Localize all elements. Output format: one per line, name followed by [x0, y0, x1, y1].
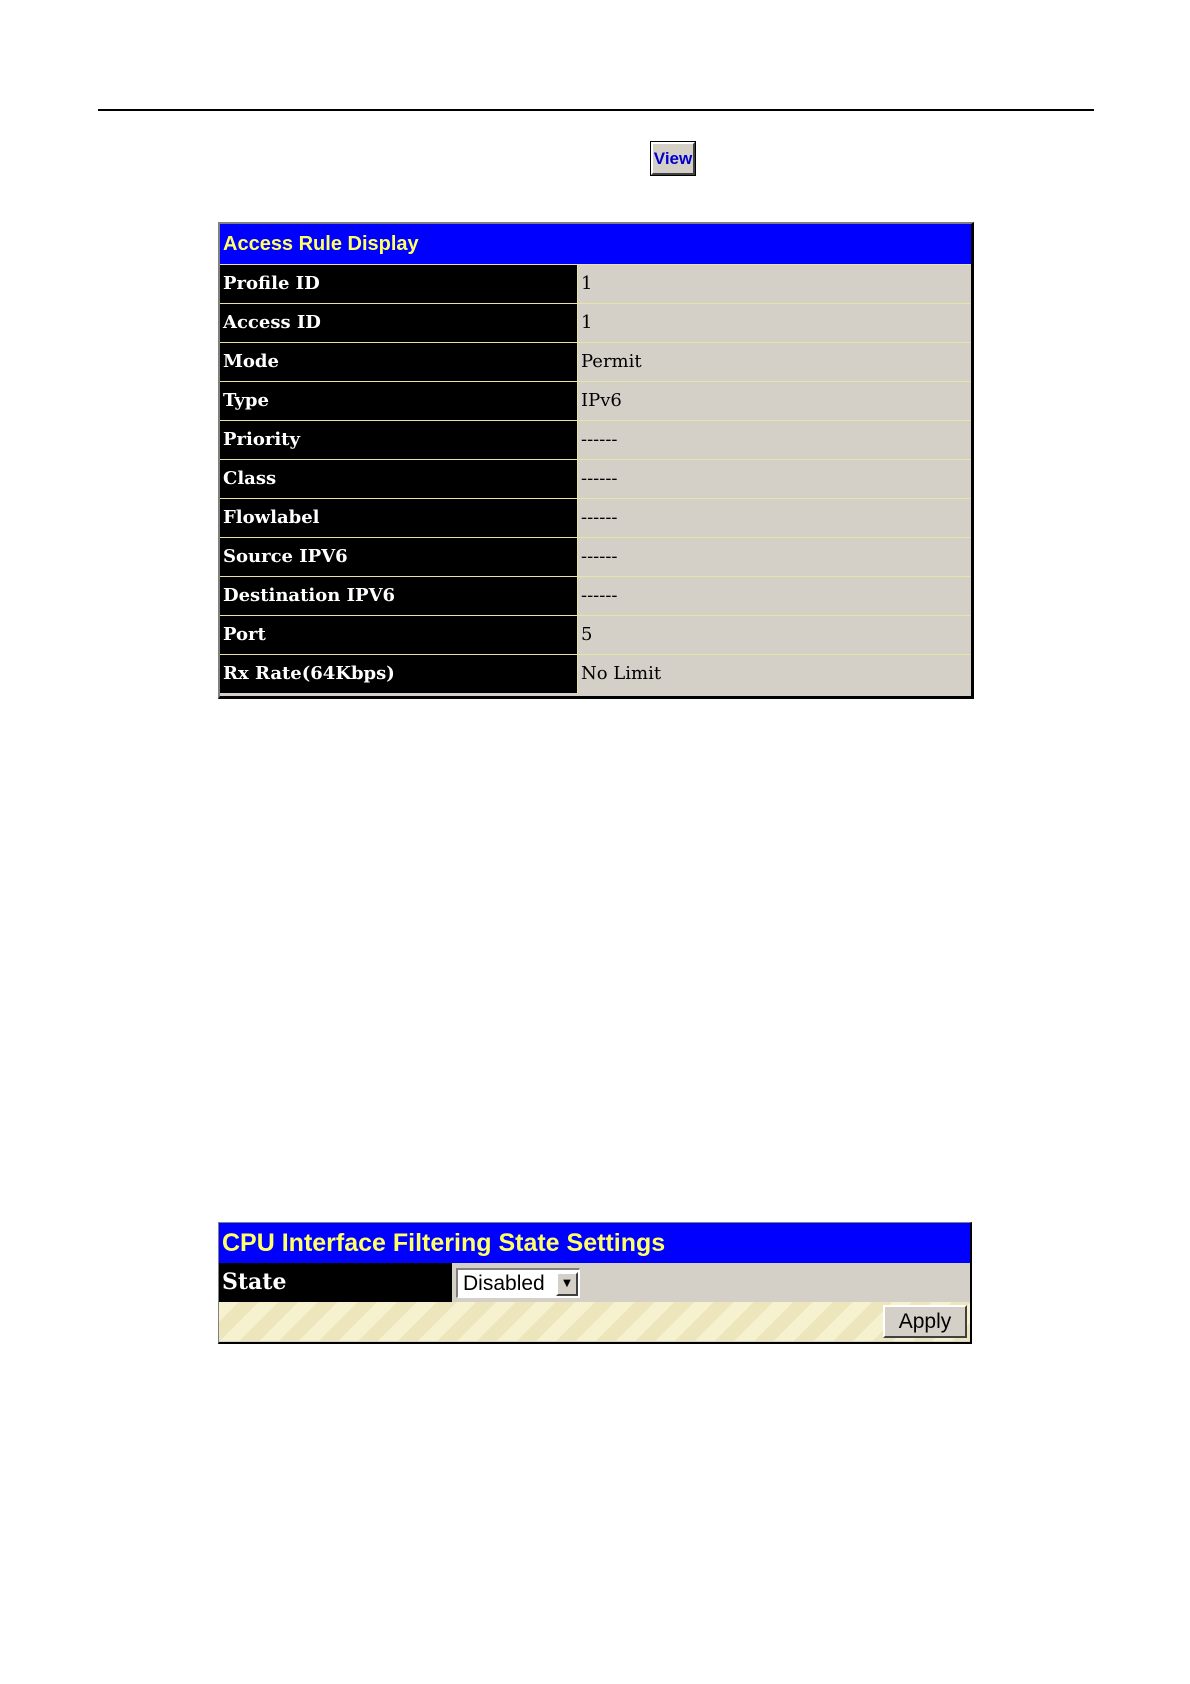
row-value-port: 5	[578, 616, 971, 654]
row-label-source-ipv6: Source IPV6	[220, 538, 578, 576]
row-value-class: ------	[578, 460, 971, 498]
row-label-class: Class	[220, 460, 578, 498]
access-rule-display-panel	[218, 222, 974, 699]
row-label-profile-id: Profile ID	[220, 265, 578, 303]
row-value-flowlabel: ------	[578, 499, 971, 537]
state-select[interactable]	[456, 1268, 580, 1298]
row-value-rx-rate: No Limit	[578, 655, 971, 693]
row-label-port: Port	[220, 616, 578, 654]
table-row	[220, 654, 971, 693]
apply-button[interactable]: Apply	[883, 1305, 967, 1338]
cpu-filtering-footer	[219, 1302, 970, 1341]
state-label: State	[219, 1263, 452, 1302]
row-value-destination-ipv6: ------	[578, 577, 971, 615]
row-label-priority: Priority	[220, 421, 578, 459]
row-label-flowlabel: Flowlabel	[220, 499, 578, 537]
table-row	[220, 381, 971, 420]
table-row	[220, 342, 971, 381]
access-rule-display-title: Access Rule Display	[220, 224, 971, 264]
table-row	[220, 459, 971, 498]
table-row	[220, 615, 971, 654]
row-value-priority: ------	[578, 421, 971, 459]
row-value-source-ipv6: ------	[578, 538, 971, 576]
table-row	[220, 303, 971, 342]
row-value-mode: Permit	[578, 343, 971, 381]
table-row	[220, 264, 971, 303]
row-value-access-id: 1	[578, 304, 971, 342]
row-label-type: Type	[220, 382, 578, 420]
state-select-value: Disabled	[463, 1271, 545, 1295]
page-top-rule	[98, 109, 1094, 111]
cpu-filtering-title: CPU Interface Filtering State Settings	[219, 1223, 970, 1263]
row-value-profile-id: 1	[578, 265, 971, 303]
view-button[interactable]: View	[651, 142, 695, 175]
row-label-mode: Mode	[220, 343, 578, 381]
row-label-access-id: Access ID	[220, 304, 578, 342]
state-value-cell	[452, 1263, 970, 1302]
chevron-down-icon[interactable]: ▼	[556, 1272, 578, 1296]
table-row	[220, 498, 971, 537]
row-label-rx-rate: Rx Rate(64Kbps)	[220, 655, 578, 693]
table-row	[220, 537, 971, 576]
cpu-filtering-panel	[218, 1222, 972, 1344]
state-row	[219, 1263, 970, 1302]
row-value-type: IPv6	[578, 382, 971, 420]
table-row	[220, 576, 971, 615]
table-row	[220, 420, 971, 459]
row-label-destination-ipv6: Destination IPV6	[220, 577, 578, 615]
